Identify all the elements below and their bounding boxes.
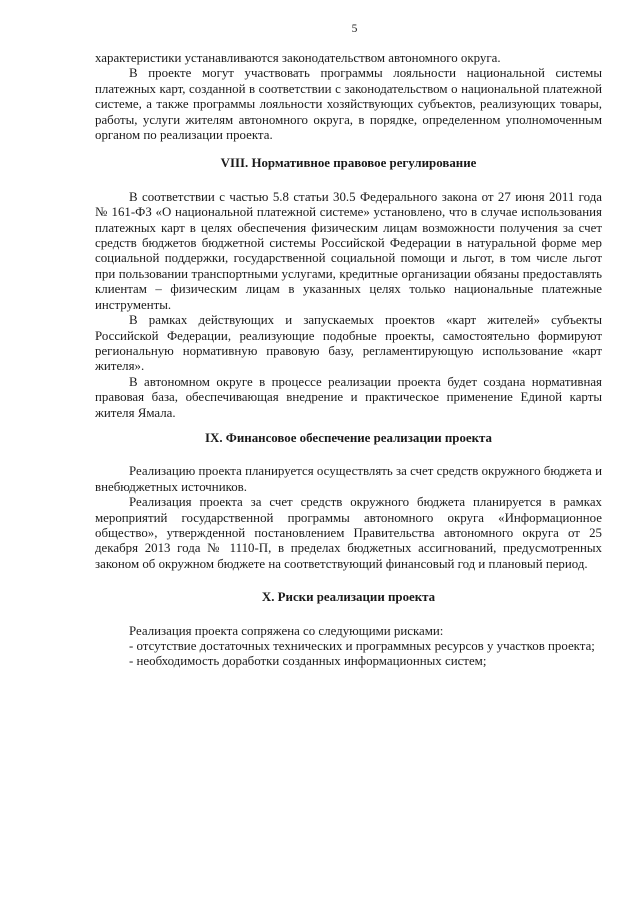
page-number: 5 <box>351 23 358 35</box>
section-10-paragraph-3: - необходимость доработки созданных информационных систем; <box>129 654 487 669</box>
section-8-heading: VIII. Нормативное правовое регулирование <box>220 156 477 171</box>
section-8-paragraph-3: В автономном округе в процессе реализации проекта будет создана нормативная правовая база, обеспечивающая внедрение и практическое применение Единой карты жителя Ямала. <box>95 374 602 420</box>
section-10-paragraph-1: Реализация проекта сопряжена со следующими рисками: <box>129 623 444 638</box>
intro-paragraph-1: характеристики устанавливаются законодательством автономного округа. <box>95 51 501 65</box>
section-9-paragraph-2: Реализация проекта за счет средств окружного бюджета планируется в рамках мероприятий государственной программы автономного округа «Информационное общество», утвержденной постановлением Правительства автономного округа от 25 декабря 2013 года № 1110-П, в пределах бюджетных ассигнований, предусмотренных законом об окружном бюджете на соответствующий финансовый год и плановый период. <box>95 495 602 571</box>
section-10-heading: X. Риски реализации проекта <box>261 590 436 605</box>
intro-paragraph-2: В проекте могут участвовать программы лояльности национальной системы платежных карт, созданной в соответствии с законодательством о национальной платежной системе, а также программы лояльности хозяйствующих субъектов, реализующих товары, работы, услуги жителям автономного округа, в порядке, определенном уполномоченным органом по реализации проекта. <box>95 66 602 143</box>
section-9-paragraph-1: Реализацию проекта планируется осуществлять за счет средств окружного бюджета и внебюджетных источников. <box>95 464 602 494</box>
section-8-paragraph-2: В рамках действующих и запускаемых проектов «карт жителей» субъекты Российской Федерации, реализующие подобные проекты, самостоятельно формируют региональную нормативную правовую базу, регламентирующую использование «карт жителя». <box>95 313 602 374</box>
section-8-paragraph-1: В соответствии с частью 5.8 статьи 30.5 Федерального закона от 27 июня 2011 года № 161-ФЗ «О национальной платежной системе» установлено, что в случае использования платежных карт в целях обеспечения физическим лицам возможности получения за счет средств бюджетов бюджетной системы Российской Федерации в натуральной форме мер социальной поддержки, государственной социальной помощи и льгот, в том числе льгот при пользовании транспортными услугами, кредитные организации обязаны предоставлять клиентам – физическим лицам в указанных целях только национальные платежные инструменты. <box>95 189 602 312</box>
section-9-heading: IX. Финансовое обеспечение реализации проекта <box>205 430 492 445</box>
section-10-paragraph-2: - отсутствие достаточных технических и программных ресурсов у участков проекта; <box>129 639 595 653</box>
